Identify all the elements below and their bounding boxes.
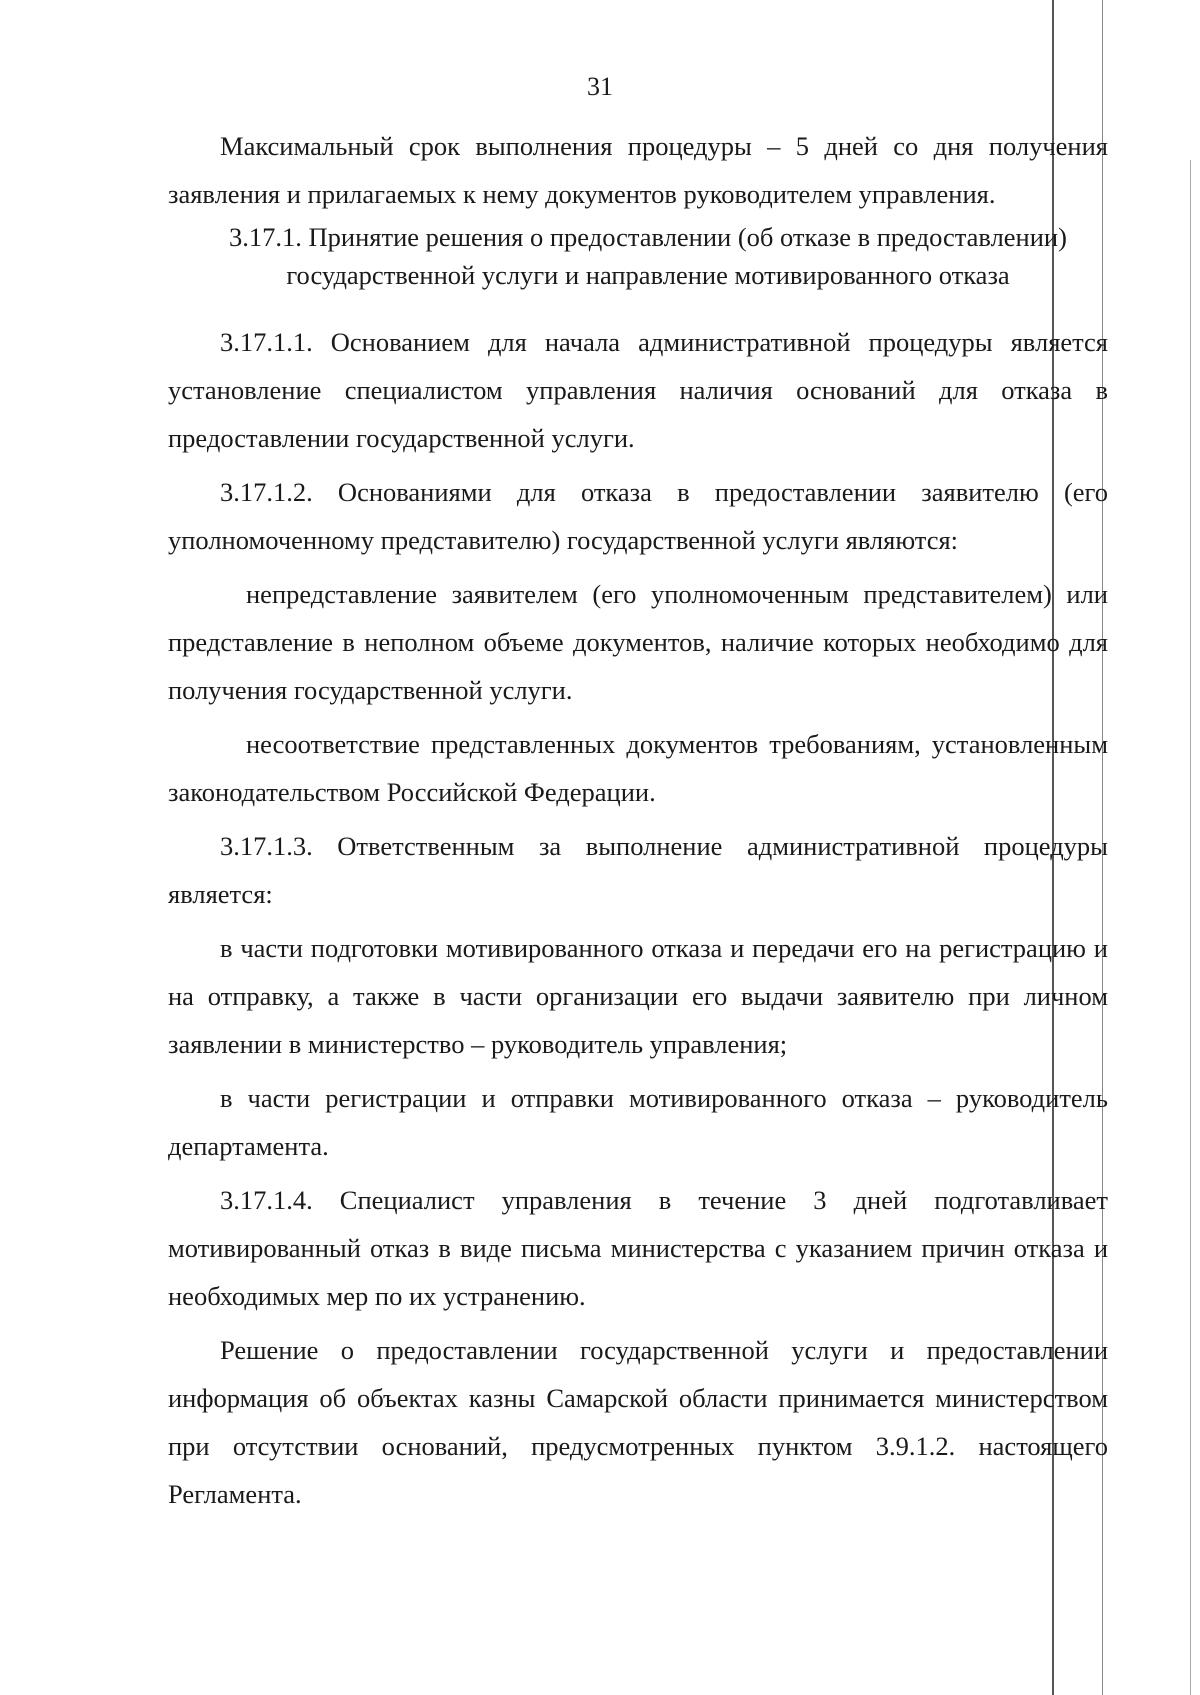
document-body [168, 122, 1108, 1518]
scan-artifact-line [1190, 160, 1191, 1695]
paragraph-responsible-2: в части регистрации и отправки мотивированного отказа – руководитель департамента. [168, 1083, 1108, 1161]
paragraph-max-term: Максимальный срок выполнения процедуры – 5 дней со дня получения заявления и прилагаемых к нему документов руководителем управления. [168, 131, 1108, 209]
section-heading: 3.17.1. Принятие решения о предоставлении (об отказе в предоставлении) государственной услуги и направление мотивированного отказа [229, 222, 1067, 290]
paragraph-ground-1: непредставление заявителем (его уполномоченным представителем) или представление в неполном объеме документов, наличие которых необходимо для получения государственной услуги. [168, 579, 1108, 705]
paragraph-decision: Решение о предоставлении государственной услуги и предоставлении информация об объектах казны Самарской области принимается министерством при отсутствии оснований, предусмотренных пунктом 3.9.1.2. настоящего Регламента. [168, 1335, 1108, 1509]
paragraph-responsible-1: в части подготовки мотивированного отказа и передачи его на регистрацию и на отправку, а также в части организации его выдачи заявителю при личном заявлении в министерство – руководитель управления; [168, 933, 1108, 1059]
paragraph-3-17-1-4: 3.17.1.4. Специалист управления в течение 3 дней подготавливает мотивированный отказ в виде письма министерства с указанием причин отказа и необходимых мер по их устранению. [168, 1185, 1108, 1311]
page-number: 31 [587, 72, 613, 101]
paragraph-3-17-1-3: 3.17.1.3. Ответственным за выполнение административной процедуры является: [168, 831, 1108, 909]
paragraph-3-17-1-1: 3.17.1.1. Основанием для начала административной процедуры является установление специалистом управления наличия оснований для отказа в предоставлении государственной услуги. [168, 327, 1108, 453]
paragraph-ground-2: несоответствие представленных документов требованиям, установленным законодательством Российской Федерации. [168, 729, 1108, 807]
paragraph-3-17-1-2: 3.17.1.2. Основаниями для отказа в предоставлении заявителю (его уполномоченному представителю) государственной услуги являются: [168, 477, 1108, 555]
